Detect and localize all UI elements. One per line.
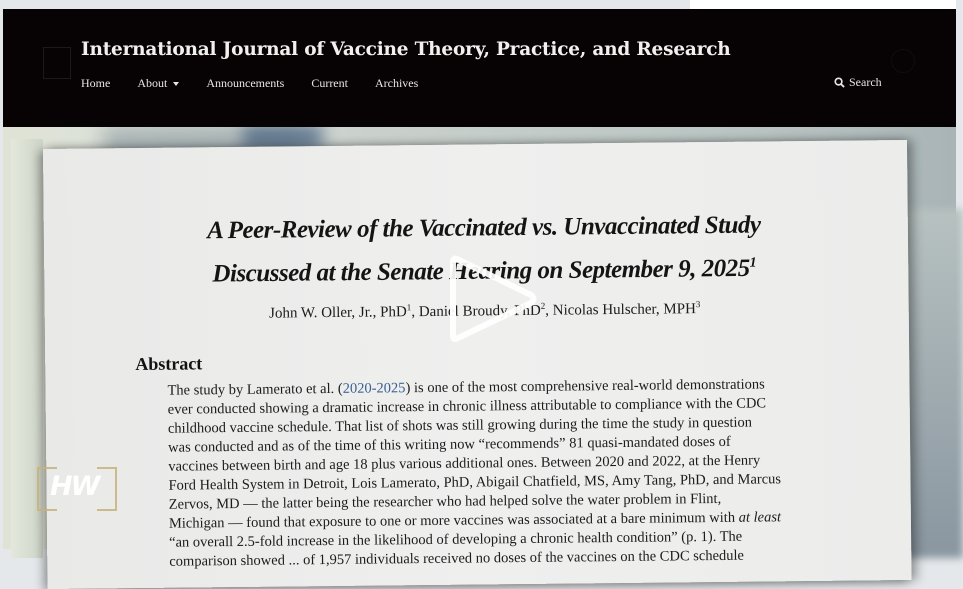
top-strip-right	[690, 0, 956, 9]
play-icon	[443, 247, 543, 351]
abstract-line: comparison showed ... of 1,957 individuals received no doses of the vaccines on the CDC schedule	[169, 547, 745, 570]
nav-label: About	[137, 76, 168, 90]
citation-link[interactable]: 2020-2025	[342, 380, 406, 397]
paper-title-line: A Peer-Review of the Vaccinated vs. Unvaccinated Study	[206, 211, 761, 245]
play-button[interactable]	[443, 247, 543, 351]
nav-announcements[interactable]	[206, 76, 284, 91]
video-player[interactable]	[3, 9, 956, 570]
search-button[interactable]	[834, 75, 882, 90]
faint-overlay-icon	[891, 49, 915, 73]
nav-home[interactable]	[81, 76, 110, 91]
author-name: Daniel Broudy, PhD	[418, 302, 541, 321]
abstract-text	[167, 375, 839, 572]
emphasis-text: at least	[738, 509, 782, 526]
abstract-line: childhood vaccine schedule. That list of shots was still growing during the time the study in question	[167, 414, 753, 437]
author-list: John W. Oller, Jr., PhD$^1$, Daniel Broudy, PhD$^2$, Nicolas Hulscher, MPH$^3$	[268, 299, 701, 322]
text-segment: The study by Lamerato et al. (	[167, 380, 343, 399]
paper-document	[43, 140, 912, 589]
paper-title-text: Discussed at the Senate Hearing on September 9, 2025	[212, 254, 750, 288]
author-affiliation: 3	[695, 299, 701, 310]
abstract-line: Zervos, MD — the latter being the researcher who had helped solve the water problem in Flint,	[168, 490, 722, 513]
watermark-bracket	[97, 467, 117, 511]
caret-down-icon	[173, 82, 179, 86]
footnote-marker: 1	[749, 255, 757, 271]
journal-title[interactable]: International Journal of Vaccine Theory, Practice, and Research	[81, 39, 731, 60]
top-strip	[0, 0, 690, 9]
search-label: Search	[849, 75, 882, 89]
abstract-heading: Abstract	[135, 353, 203, 375]
author-name: John W. Oller, Jr., PhD	[268, 304, 407, 322]
author-affiliation: 1	[406, 302, 412, 313]
channel-watermark-logo	[37, 465, 117, 511]
main-nav	[81, 76, 445, 91]
search-icon	[834, 77, 845, 88]
abstract-line: “an overall 2.5-fold increase in the likelihood of developing a chronic health condition” (p. 1). The	[169, 528, 743, 551]
abstract-line: vaccines between birth and age 18 plus various additional ones. Between 2020 and 2022, at the Henry	[168, 452, 761, 475]
journal-site-header	[3, 9, 956, 127]
nav-label: Home	[81, 76, 111, 90]
nav-label: Announcements	[206, 76, 285, 90]
text-segment: ) is one of the most comprehensive real-world demonstrations	[405, 376, 765, 397]
text-segment: Michigan — found that exposure to one or more vaccines was associated at a bare minimum with	[168, 509, 739, 532]
abstract-line: Ford Health System in Detroit, Lois Lamerato, PhD, Abigail Chatfield, MS, Amy Tang, PhD, and Marcus	[168, 471, 782, 494]
abstract-line: was conducted and as of the time of this writing now “recommends” 81 quasi-mandated doses of	[168, 433, 731, 456]
nav-archives[interactable]	[375, 76, 418, 91]
journal-logo	[43, 47, 71, 79]
nav-label: Archives	[374, 76, 419, 90]
nav-current[interactable]	[311, 76, 348, 91]
watermark-text: HW	[50, 471, 99, 502]
author-affiliation: 2	[540, 300, 546, 311]
author-name: Nicolas Hulscher, MPH	[552, 301, 696, 319]
nav-about[interactable]	[137, 76, 179, 91]
abstract-line: ever conducted showing a dramatic increase in chronic illness attributable to compliance with the CDC	[167, 395, 767, 418]
nav-label: Current	[311, 76, 348, 90]
